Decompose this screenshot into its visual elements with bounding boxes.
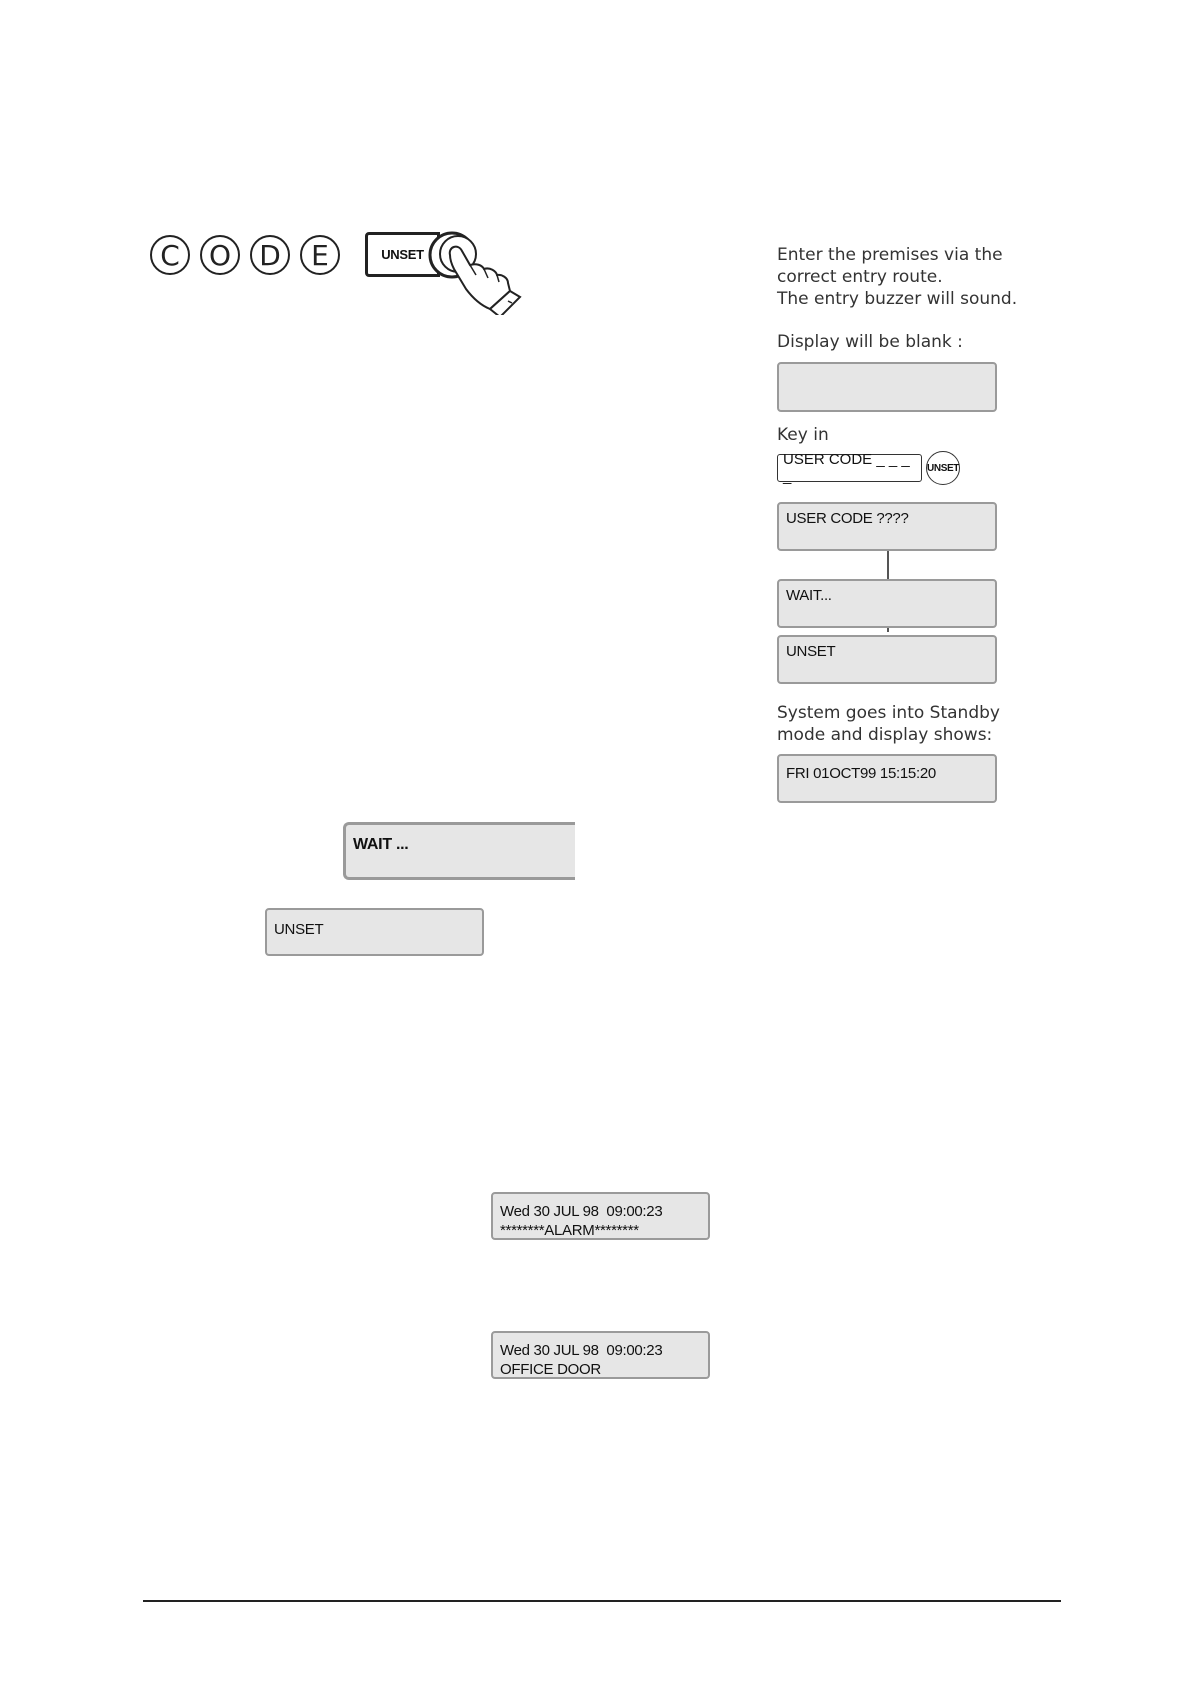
display-user-code: USER CODE ???? (777, 502, 997, 551)
code-key-o[interactable]: O (200, 235, 240, 275)
intro-line-2: correct entry route. (777, 267, 943, 287)
code-key-c[interactable]: C (150, 235, 190, 275)
user-code-field[interactable]: USER CODE _ _ _ _ (777, 454, 922, 482)
standby-line-1: System goes into Standby (777, 703, 1000, 723)
display-wait: WAIT... (777, 579, 997, 628)
code-key-e[interactable]: E (300, 235, 340, 275)
intro-line-3: The entry buzzer will sound. (777, 289, 1018, 309)
display-office-door: Wed 30 JUL 98 09:00:23 OFFICE DOOR (491, 1331, 710, 1379)
code-key-d[interactable]: D (250, 235, 290, 275)
display-unset: UNSET (777, 635, 997, 684)
key-in-label: Key in (777, 425, 829, 445)
intro-line-1: Enter the premises via the (777, 245, 1003, 265)
unset-button-small[interactable]: UNSET (926, 451, 960, 485)
blank-display-text: Display will be blank : (777, 332, 963, 352)
display-alarm: Wed 30 JUL 98 09:00:23 ********ALARM******** (491, 1192, 710, 1240)
footer-rule (143, 1600, 1061, 1602)
display-wait-large: WAIT ... (343, 822, 575, 880)
pressing-hand-icon (420, 225, 530, 315)
display-unset-left: UNSET (265, 908, 484, 956)
unset-key[interactable]: UNSET (365, 232, 440, 277)
display-standby: FRI 01OCT99 15:15:20 (777, 754, 997, 803)
display-blank (777, 362, 997, 412)
standby-line-2: mode and display shows: (777, 725, 993, 745)
